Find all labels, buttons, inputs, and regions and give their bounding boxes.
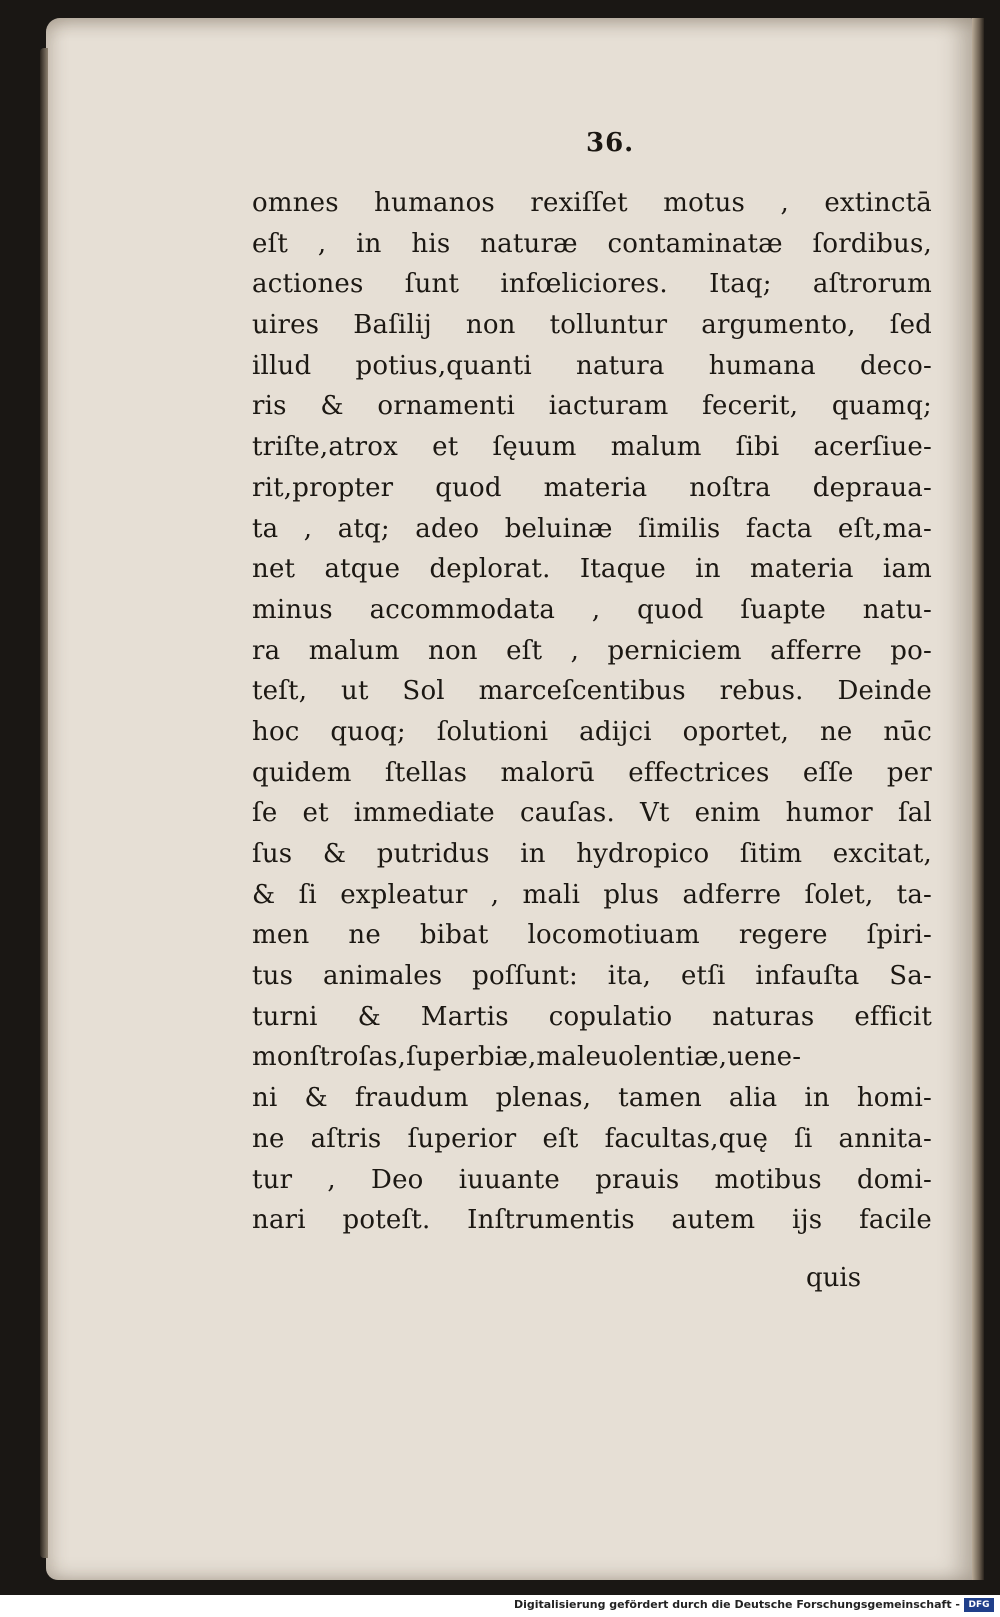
funding-credit: Digitalisierung gefördert durch die Deutsche Forschungsgemeinschaft - bbox=[513, 1598, 960, 1611]
page-binding-edge bbox=[40, 48, 48, 1558]
text-line: minus accommodata , quod ſuapte natu- bbox=[252, 594, 932, 625]
text-line: net atque deplorat. Itaque in materia iam bbox=[252, 554, 932, 585]
footer-bar bbox=[0, 1595, 1000, 1617]
text-line: ni & fraudum plenas, tamen alia in homi- bbox=[252, 1083, 932, 1114]
body-text bbox=[252, 183, 932, 1241]
text-line: ra malum non eſt , perniciem afferre po- bbox=[252, 635, 932, 666]
text-line: & ſi expleatur , mali plus adferre ſolet, ta- bbox=[252, 879, 932, 910]
text-line: monſtroſas,ſuperbiæ,maleuolentiæ,uene- bbox=[252, 1042, 802, 1073]
text-line: turni & Martis copulatio naturas efficit bbox=[252, 1001, 932, 1032]
text-line: ſus & putridus in hydropico ſitim excitat, bbox=[252, 839, 932, 869]
text-line: hoc quoq; ſolutioni adijci oportet, ne nūc bbox=[252, 716, 932, 747]
text-line: omnes humanos rexiſſet motus , extinctā bbox=[252, 188, 932, 218]
text-line: ris & ornamenti iacturam fecerit, quamq; bbox=[252, 391, 932, 422]
text-line: teſt, ut Sol marceſcentibus rebus. Deinde bbox=[252, 676, 932, 707]
dfg-logo: DFG bbox=[964, 1598, 994, 1612]
text-line: ta , atq; adeo beluinæ ſimilis facta eſt,ma- bbox=[252, 513, 932, 544]
page-fore-edge bbox=[972, 18, 984, 1580]
text-line: quidem ſtellas malorū effectrices eſſe per bbox=[252, 757, 932, 788]
text-line: triſte,atrox et ſęuum malum ſibi acerſiue- bbox=[252, 432, 932, 463]
text-line: ne aſtris ſuperior eſt facultas,quę ſi annita- bbox=[252, 1123, 932, 1154]
text-line: rit,propter quod materia noſtra deprauа- bbox=[252, 472, 932, 503]
text-line: illud potius,quanti natura humana deco- bbox=[252, 350, 932, 381]
text-line: eſt , in his naturæ contaminatæ ſordibus, bbox=[252, 228, 932, 259]
text-line: tus animales poſſunt: ita, etſi infauſta Sa- bbox=[252, 961, 932, 992]
catchword: quis bbox=[806, 1263, 862, 1293]
text-line: actiones ſunt infœliciores. Itaq; aſtrorum bbox=[252, 269, 932, 300]
page-number: 36. bbox=[586, 128, 635, 158]
text-line: nari poteſt. Inſtrumentis autem ijs facile bbox=[252, 1205, 932, 1236]
text-line: ſe et immediate cauſas. Vt enim humor ſal bbox=[252, 798, 932, 829]
text-line: uires Baſilij non tolluntur argumento, ſed bbox=[252, 310, 932, 341]
text-line: men ne bibat locomotiuam regere ſpiri- bbox=[252, 920, 932, 951]
text-line: tur , Deo iuuante prauis motibus domi- bbox=[252, 1164, 932, 1195]
book-page bbox=[46, 18, 976, 1580]
